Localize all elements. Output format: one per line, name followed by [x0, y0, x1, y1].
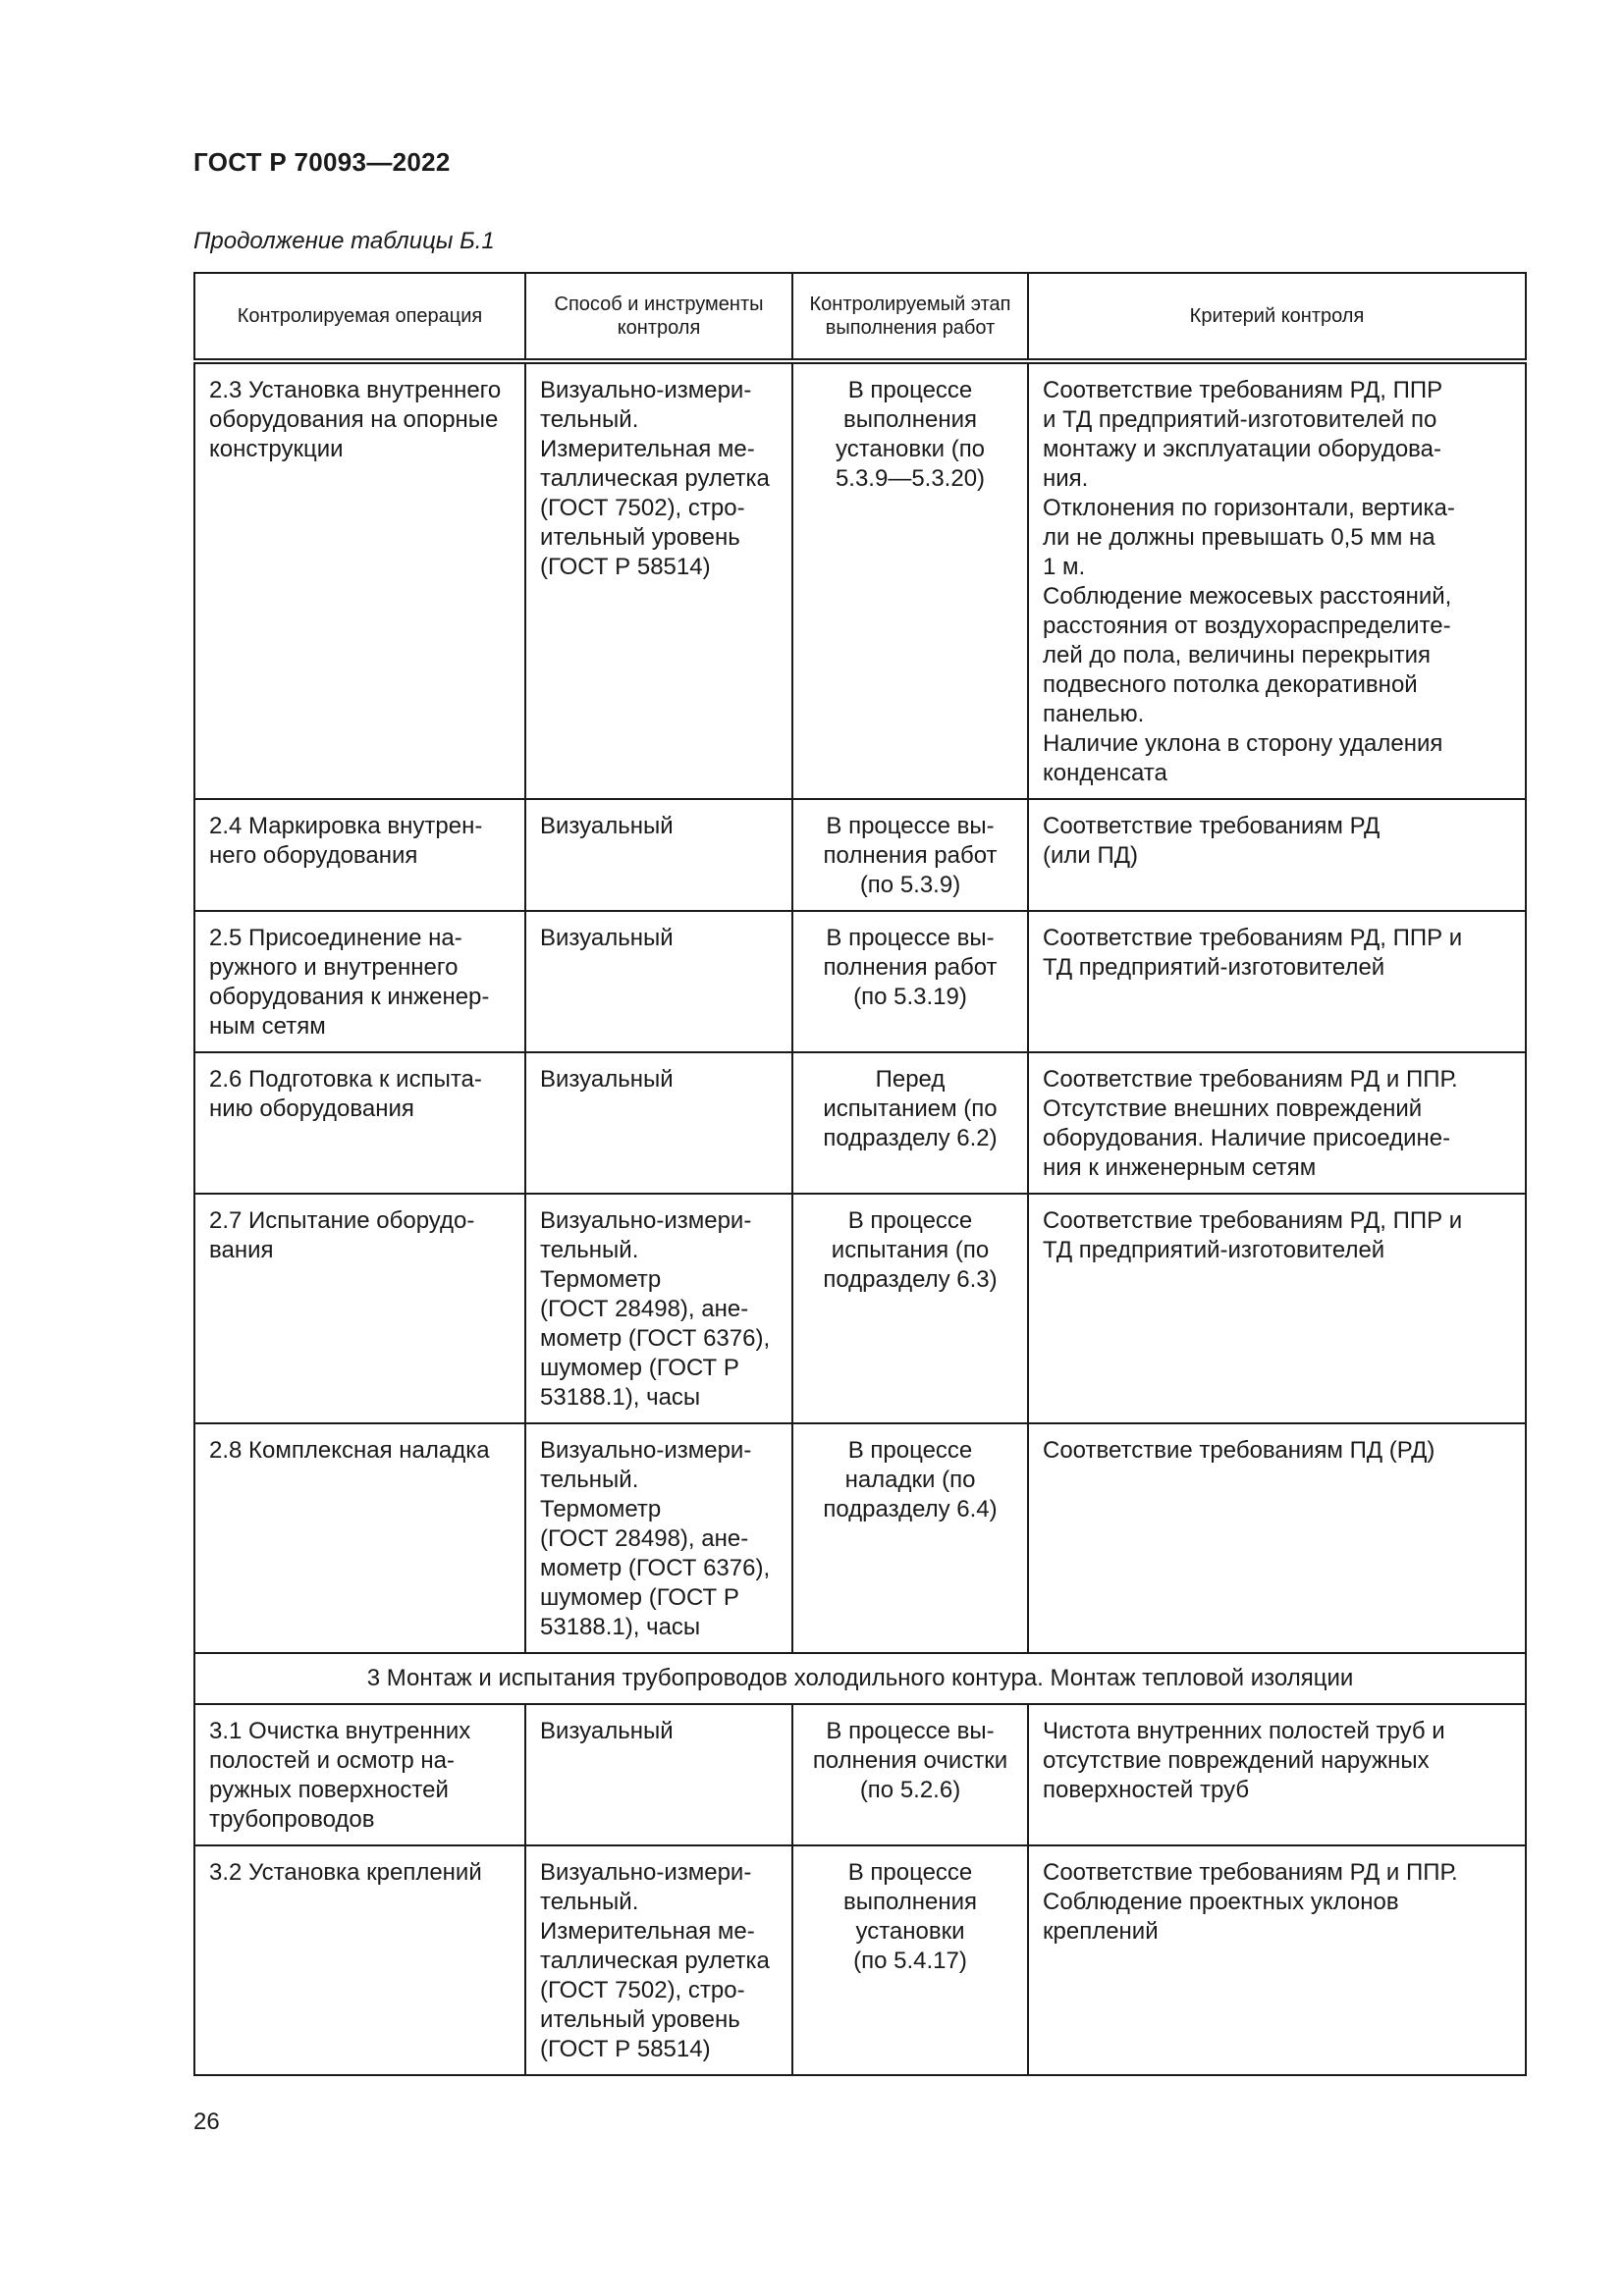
- cell-text-line: ТД предприятий-изготовителей: [1043, 954, 1385, 981]
- cell-text-line: ния к инженерным сетям: [1043, 1154, 1317, 1181]
- cell-text-line: 3.1 Очистка внутренних: [209, 1718, 471, 1744]
- cell-text-line: Соответствие требованиям РД: [1043, 813, 1380, 839]
- cell-text-line: Визуально-измери-: [540, 377, 752, 403]
- section-row: [194, 1653, 1526, 1704]
- cell-text-line: полнения работ: [823, 842, 998, 869]
- cell-text-line: подразделу 6.4): [823, 1496, 998, 1522]
- operation-cell: [194, 361, 525, 799]
- cell-text-line: 53188.1), часы: [540, 1614, 701, 1640]
- cell-text-line: Соответствие требованиям РД и ППР.: [1043, 1066, 1458, 1093]
- method-cell: [525, 1052, 792, 1194]
- cell-text-line: ружных поверхностей: [209, 1777, 449, 1803]
- cell-text-line: тельный.: [540, 406, 639, 433]
- cell-text-line: Соблюдение межосевых расстояний,: [1043, 583, 1452, 610]
- page-number: 26: [193, 2109, 220, 2135]
- criterion-cell: [1028, 361, 1526, 799]
- header-stage: Контролируемый этап выполнения работ: [792, 273, 1028, 361]
- cell-text-line: Визуальный: [540, 813, 674, 839]
- cell-text-line: выполнения: [842, 406, 978, 433]
- cell-text-line: В процессе вы-: [826, 925, 995, 951]
- cell-text-line: Визуальный: [540, 1718, 674, 1744]
- table-row: [194, 1194, 1526, 1423]
- cell-text-line: (или ПД): [1043, 842, 1138, 869]
- table-row: [194, 1704, 1526, 1845]
- cell-text-line: Отсутствие внешних повреждений: [1043, 1095, 1423, 1122]
- stage-cell: [792, 1845, 1028, 2075]
- stage-cell: [792, 361, 1028, 799]
- cell-text-line: 53188.1), часы: [540, 1384, 701, 1411]
- cell-text-line: Соблюдение проектных уклонов: [1043, 1889, 1399, 1915]
- cell-text-line: монтажу и эксплуатации оборудова-: [1043, 436, 1441, 462]
- cell-text-line: 2.8 Комплексная наладка: [209, 1437, 490, 1464]
- cell-text-line: Соответствие требованиям РД, ППР: [1043, 377, 1443, 403]
- cell-text-line: 2.5 Присоединение на-: [209, 925, 462, 951]
- cell-text-line: 2.7 Испытание оборудо-: [209, 1207, 475, 1234]
- operation-cell: [194, 1845, 525, 2075]
- cell-text-line: креплений: [1043, 1918, 1159, 1945]
- cell-text-line: поверхностей труб: [1043, 1777, 1250, 1803]
- cell-text-line: лей до пола, величины перекрытия: [1043, 642, 1432, 668]
- cell-text-line: подвесного потолка декоративной: [1043, 671, 1418, 698]
- operation-cell: [194, 1052, 525, 1194]
- method-cell: [525, 361, 792, 799]
- cell-text-line: отсутствие повреждений наружных: [1043, 1747, 1430, 1774]
- cell-text-line: него оборудования: [209, 842, 418, 869]
- cell-text-line: Измерительная ме-: [540, 1918, 755, 1945]
- cell-text-line: полнения работ: [823, 954, 998, 981]
- method-cell: [525, 1845, 792, 2075]
- cell-text-line: тельный.: [540, 1237, 639, 1263]
- cell-text-line: ительный уровень: [540, 524, 740, 551]
- cell-text-line: 2.4 Маркировка внутрен-: [209, 813, 483, 839]
- cell-text-line: подразделу 6.2): [823, 1125, 998, 1151]
- table-row: [194, 1052, 1526, 1194]
- cell-text-line: конструкции: [209, 436, 344, 462]
- criterion-cell: [1028, 1423, 1526, 1653]
- cell-text-line: Соответствие требованиям РД, ППР и: [1043, 1207, 1463, 1234]
- operation-cell: [194, 1194, 525, 1423]
- stage-cell: [792, 1704, 1028, 1845]
- cell-text-line: (ГОСТ 28498), ане-: [540, 1525, 749, 1552]
- cell-text-line: и ТД предприятий-изготовителей по: [1043, 406, 1437, 433]
- cell-text-line: ТД предприятий-изготовителей: [1043, 1237, 1385, 1263]
- cell-text-line: (ГОСТ Р 58514): [540, 2036, 711, 2062]
- cell-text-line: Визуальный: [540, 925, 674, 951]
- cell-text-line: тельный.: [540, 1889, 639, 1915]
- cell-text-line: (по 5.3.9): [859, 872, 961, 898]
- cell-text-line: таллическая рулетка: [540, 1948, 770, 1974]
- cell-text-line: шумомер (ГОСТ Р: [540, 1584, 739, 1611]
- cell-text-line: наладки (по: [844, 1467, 976, 1493]
- cell-text-line: ния.: [1043, 465, 1089, 492]
- control-table: [193, 272, 1527, 2076]
- criterion-cell: [1028, 1845, 1526, 2075]
- cell-text-line: Соответствие требованиям РД, ППР и: [1043, 925, 1463, 951]
- cell-text-line: 2.6 Подготовка к испыта-: [209, 1066, 482, 1093]
- cell-text-line: подразделу 6.3): [823, 1266, 998, 1293]
- cell-text-line: Наличие уклона в сторону удаления: [1043, 730, 1443, 757]
- cell-text-line: установки (по: [835, 436, 986, 462]
- cell-text-line: 3.2 Установка креплений: [209, 1859, 482, 1886]
- stage-cell: [792, 1423, 1028, 1653]
- table-row: [194, 1423, 1526, 1653]
- table-header-row: [194, 273, 1526, 361]
- cell-text-line: (по 5.4.17): [853, 1948, 967, 1974]
- method-cell: [525, 1704, 792, 1845]
- header-method: Способ и инструменты контроля: [525, 273, 792, 361]
- table-row: [194, 361, 1526, 799]
- cell-text-line: Визуально-измери-: [540, 1437, 752, 1464]
- criterion-cell: [1028, 1194, 1526, 1423]
- cell-text-line: шумомер (ГОСТ Р: [540, 1355, 739, 1381]
- stage-cell: [792, 1194, 1028, 1423]
- cell-text-line: нию оборудования: [209, 1095, 414, 1122]
- cell-text-line: оборудования к инженер-: [209, 984, 490, 1010]
- stage-cell: [792, 799, 1028, 911]
- cell-text-line: конденсата: [1043, 760, 1167, 786]
- cell-text-line: Соответствие требованиям РД и ППР.: [1043, 1859, 1458, 1886]
- section-3-title: 3 Монтаж и испытания трубопроводов холодильного контура. Монтаж тепловой изоляции: [194, 1653, 1526, 1704]
- cell-text-line: (ГОСТ 28498), ане-: [540, 1296, 749, 1322]
- cell-text-line: В процессе: [847, 1859, 973, 1886]
- cell-text-line: (ГОСТ 7502), стро-: [540, 1977, 745, 2003]
- cell-text-line: оборудования. Наличие присоедине-: [1043, 1125, 1451, 1151]
- cell-text-line: (ГОСТ 7502), стро-: [540, 495, 745, 521]
- cell-text-line: мометр (ГОСТ 6376),: [540, 1325, 771, 1352]
- table-body-section-2: [194, 361, 1526, 1653]
- cell-text-line: испытанием (по: [823, 1095, 998, 1122]
- header-criterion: Критерий контроля: [1028, 273, 1526, 361]
- cell-text-line: мометр (ГОСТ 6376),: [540, 1555, 771, 1581]
- table-caption: Продолжение таблицы Б.1: [193, 228, 495, 254]
- cell-text-line: (ГОСТ Р 58514): [540, 554, 711, 580]
- cell-text-line: таллическая рулетка: [540, 465, 770, 492]
- cell-text-line: выполнения: [842, 1889, 978, 1915]
- cell-text-line: 5.3.9—5.3.20): [835, 465, 986, 492]
- cell-text-line: Отклонения по горизонтали, вертика-: [1043, 495, 1455, 521]
- cell-text-line: трубопроводов: [209, 1806, 375, 1833]
- cell-text-line: Термометр: [540, 1266, 662, 1293]
- cell-text-line: ным сетям: [209, 1013, 326, 1040]
- criterion-cell: [1028, 799, 1526, 911]
- standard-code-header: ГОСТ Р 70093—2022: [193, 147, 451, 177]
- cell-text-line: ли не должны превышать 0,5 мм на: [1043, 524, 1435, 551]
- cell-text-line: полостей и осмотр на-: [209, 1747, 455, 1774]
- method-cell: [525, 1194, 792, 1423]
- cell-text-line: ительный уровень: [540, 2006, 740, 2033]
- cell-text-line: В процессе вы-: [826, 813, 995, 839]
- cell-text-line: Визуально-измери-: [540, 1859, 752, 1886]
- cell-text-line: установки: [855, 1918, 965, 1945]
- cell-text-line: ружного и внутреннего: [209, 954, 459, 981]
- cell-text-line: Соответствие требованиям ПД (РД): [1043, 1437, 1435, 1464]
- operation-cell: [194, 1704, 525, 1845]
- table-body-section-3-heading: [194, 1653, 1526, 1704]
- criterion-cell: [1028, 1704, 1526, 1845]
- operation-cell: [194, 1423, 525, 1653]
- cell-text-line: 1 м.: [1043, 554, 1086, 580]
- cell-text-line: Визуально-измери-: [540, 1207, 752, 1234]
- operation-cell: [194, 799, 525, 911]
- stage-cell: [792, 911, 1028, 1052]
- cell-text-line: В процессе: [847, 377, 973, 403]
- method-cell: [525, 911, 792, 1052]
- table-row: [194, 799, 1526, 911]
- cell-text-line: 2.3 Установка внутреннего: [209, 377, 502, 403]
- cell-text-line: полнения очистки: [812, 1747, 1008, 1774]
- cell-text-line: вания: [209, 1237, 274, 1263]
- cell-text-line: В процессе вы-: [826, 1718, 995, 1744]
- cell-text-line: Визуальный: [540, 1066, 674, 1093]
- method-cell: [525, 799, 792, 911]
- criterion-cell: [1028, 911, 1526, 1052]
- cell-text-line: испытания (по: [831, 1237, 990, 1263]
- cell-text-line: (по 5.2.6): [859, 1777, 961, 1803]
- cell-text-line: Измерительная ме-: [540, 436, 755, 462]
- stage-cell: [792, 1052, 1028, 1194]
- cell-text-line: оборудования на опорные: [209, 406, 499, 433]
- cell-text-line: (по 5.3.19): [853, 984, 967, 1010]
- cell-text-line: тельный.: [540, 1467, 639, 1493]
- cell-text-line: В процессе: [847, 1437, 973, 1464]
- cell-text-line: Термометр: [540, 1496, 662, 1522]
- cell-text-line: панелью.: [1043, 701, 1145, 727]
- cell-text-line: В процессе: [847, 1207, 973, 1234]
- method-cell: [525, 1423, 792, 1653]
- operation-cell: [194, 911, 525, 1052]
- cell-text-line: Перед: [875, 1066, 946, 1093]
- table-row: [194, 1845, 1526, 2075]
- criterion-cell: [1028, 1052, 1526, 1194]
- table-row: [194, 911, 1526, 1052]
- table-body-section-3: [194, 1704, 1526, 2075]
- cell-text-line: расстояния от воздухораспределите-: [1043, 613, 1451, 639]
- cell-text-line: Чистота внутренних полостей труб и: [1043, 1718, 1445, 1744]
- header-operation: Контролируемая операция: [194, 273, 525, 361]
